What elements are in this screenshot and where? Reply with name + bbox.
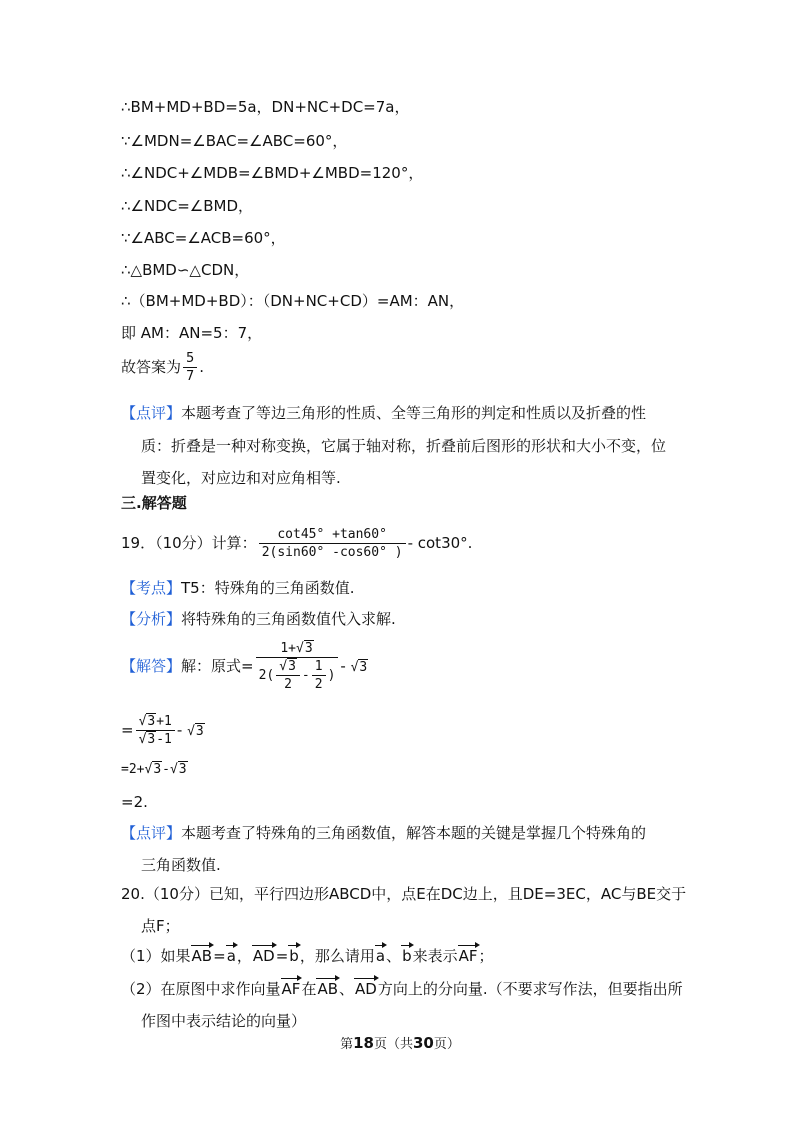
step3-root-2: 3 — [178, 762, 187, 777]
step2-den-text: -1 — [156, 732, 172, 747]
p2-b: 在 — [301, 980, 317, 998]
footer-c: 页） — [433, 1037, 460, 1052]
step1-den-post: ) — [327, 668, 336, 683]
step1-inner-frac-2 — [312, 658, 326, 693]
step2-fraction — [136, 713, 175, 748]
step2-denominator: √3-1 — [138, 732, 172, 747]
step2-num-root: 3 — [147, 714, 156, 729]
vector-ab: AB — [191, 947, 213, 965]
inner-frac-2-num: 1 — [312, 658, 326, 676]
proof-line-1: ∴BM+MD+BD=5a，DN+NC+DC=7a， — [121, 98, 410, 116]
vector-af-2: AF — [281, 980, 301, 998]
answer-numerator: 5 — [183, 350, 197, 368]
p1-b: ，那么请用 — [299, 947, 375, 965]
answer-suffix: . — [199, 358, 205, 376]
step2-eq: = — [121, 721, 134, 739]
step3-a: =2+ — [121, 762, 145, 777]
comment-text: 本题考查了等边三角形的性质、全等三角形的判定和性质以及折叠的性 — [181, 404, 647, 422]
comment-19-line-2: 三角函数值. — [141, 856, 221, 874]
solution-step-1 — [121, 636, 368, 698]
question-19 — [121, 523, 472, 563]
footer-a: 第 — [340, 1037, 354, 1052]
inner-frac-1-num: √3 — [276, 658, 300, 676]
p1-c: 来表示 — [412, 947, 458, 965]
vector-ad: AD — [252, 947, 275, 965]
step1-denominator — [256, 658, 339, 693]
proof-line-3: ∴∠NDC+∠MDB=∠BMD+∠MBD=120°， — [121, 164, 424, 182]
answer-line — [121, 350, 204, 385]
proof-line-6: ∴△BMD∽△CDN， — [121, 261, 250, 279]
vector-a-2: a — [375, 947, 386, 965]
solution-step-2 — [121, 710, 205, 752]
q19-prefix: 19．（10分）计算： — [121, 534, 257, 552]
footer-page-number: 18 — [353, 1034, 374, 1052]
comment-19-line-1 — [121, 823, 646, 843]
fenxi-text: 将特殊角的三角函数值代入求解. — [181, 610, 396, 628]
step1-root: 3 — [304, 641, 313, 656]
inner-minus: - — [301, 668, 310, 683]
p2-c: 方向上的分向量.（不要求写作法，但要指出所 — [377, 980, 683, 998]
answer-denominator: 7 — [186, 369, 195, 384]
step2-den-root: 3 — [147, 732, 156, 747]
step1-fraction — [256, 640, 339, 693]
vector-ad-2: AD — [355, 980, 377, 998]
comment19-tag: 【点评】 — [121, 824, 182, 842]
vector-b-2: b — [402, 947, 412, 965]
p1-end: ； — [478, 947, 494, 965]
step1-tail-sqrt: √3 — [350, 660, 368, 675]
question-20-line-1: 20.（10分）已知，平行四边形ABCD中，点E在DC边上，且DE=3EC，AC与BE交于 — [121, 885, 687, 903]
step1-tail: - — [340, 657, 351, 675]
step1-den-pre: 2( — [258, 668, 275, 683]
vector-ab-2: AB — [317, 980, 339, 998]
p2-a: （2）在原图中求作向量 — [121, 980, 281, 998]
answer-prefix: 故答案为 — [121, 358, 182, 376]
step1-inner-frac-1 — [276, 658, 300, 693]
kaodian-line — [121, 578, 355, 598]
step1-tail-root: 3 — [359, 660, 368, 675]
kaodian-tag: 【考点】 — [121, 579, 182, 597]
question-20-part-1 — [121, 946, 494, 966]
question-20-line-2: 点F； — [141, 917, 180, 935]
p1-a: （1）如果 — [121, 947, 191, 965]
p2-sep: 、 — [339, 980, 355, 998]
step2-numerator: √3+1 — [136, 713, 175, 731]
jieda-tag: 【解答】 — [121, 657, 182, 675]
vector-a: a — [226, 947, 236, 965]
step3-b: - — [162, 762, 170, 777]
p1-eq1: = — [213, 947, 226, 965]
page-footer — [0, 1033, 800, 1052]
proof-line-2: ∵∠MDN=∠BAC=∠ABC=60°， — [121, 132, 348, 150]
footer-total-pages: 30 — [413, 1034, 434, 1052]
q19-numerator: cot45° +tan60° — [259, 526, 406, 544]
comment-18-line-1 — [121, 403, 646, 423]
proof-line-4: ∴∠NDC=∠BMD， — [121, 197, 254, 215]
q19-denominator: 2(sin60° -cos60° ) — [261, 545, 403, 560]
jieda-text: 解：原式= — [181, 657, 254, 675]
proof-line-7: ∴（BM+MD+BD）：（DN+NC+CD）=AM：AN， — [121, 292, 465, 310]
solution-step-4: =2. — [121, 793, 148, 811]
comment-18-line-3: 置变化，对应边和对应角相等. — [141, 469, 341, 487]
vector-af: AF — [458, 947, 478, 965]
q19-suffix: - cot30°. — [407, 534, 473, 552]
step2-num-text: +1 — [156, 714, 172, 729]
comment19-text: 本题考查了特殊角的三角函数值，解答本题的关键是掌握几个特殊角的 — [181, 824, 647, 842]
proof-line-5: ∵∠ABC=∠ACB=60°， — [121, 229, 286, 247]
step1-numerator: 1+√3 — [256, 640, 339, 658]
p1-comma: ， — [236, 947, 252, 965]
footer-b: 页（共 — [373, 1037, 413, 1052]
answer-fraction — [183, 350, 197, 385]
q19-fraction — [259, 526, 406, 561]
kaodian-text: T5：特殊角的三角函数值. — [181, 579, 355, 597]
fenxi-tag: 【分析】 — [121, 610, 182, 628]
comment-tag: 【点评】 — [121, 404, 182, 422]
inner-frac-1-root: 3 — [288, 659, 296, 674]
step2-tail-sqrt: √3 — [187, 724, 204, 739]
question-20-part-2-line-2: 作图中表示结论的向量） — [141, 1012, 307, 1030]
comment-18-line-2: 质：折叠是一种对称变换，它属于轴对称，折叠前后图形的形状和大小不变，位 — [141, 437, 667, 455]
step1-num-text: 1+ — [280, 641, 296, 656]
step3-root-1: 3 — [153, 762, 162, 777]
inner-frac-2-den: 2 — [314, 677, 323, 692]
section-heading: 三.解答题 — [121, 494, 187, 512]
fenxi-line — [121, 609, 396, 629]
proof-line-8: 即 AM：AN=5：7， — [121, 324, 263, 342]
step2-tail-root: 3 — [195, 724, 204, 739]
inner-frac-1-den: 2 — [284, 677, 292, 692]
solution-step-3: =2+√3-√3 — [121, 762, 187, 777]
p1-sep: 、 — [386, 947, 402, 965]
vector-b: b — [289, 947, 299, 965]
question-20-part-2 — [121, 979, 683, 999]
p1-eq2: = — [275, 947, 289, 965]
step2-tail: - — [176, 721, 188, 739]
